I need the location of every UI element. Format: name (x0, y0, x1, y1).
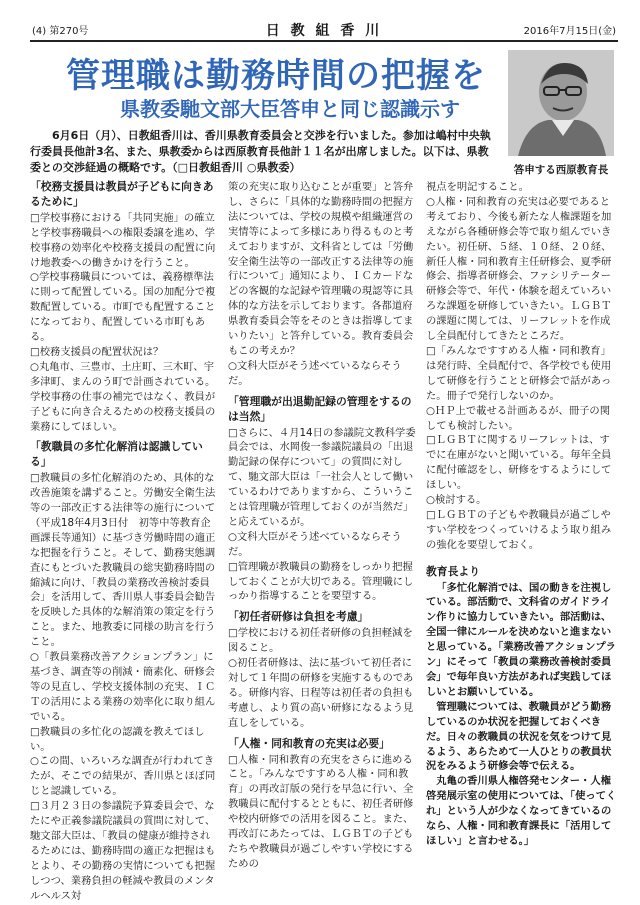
paragraph: ○丸亀市、三豊市、土庄町、三木町、宇多津町、まんのう町で計画されている。学校事務の仕事の補完ではなく、教員が子どもに向き合えるための校務支援員の業務にしてほしい。 (30, 360, 216, 433)
column-2 (228, 180, 416, 880)
paragraph: □学校事務における「共同実施」の確立と学校事務職員への権限委譲を進め、学校事務の効率化や校務支援員の配置に向け地教委への働きかけを行うこと。 (30, 211, 216, 269)
paragraph: 視点を明記すること。 (426, 181, 529, 193)
paragraph: ○初任者研修は、法に基づいて初任者に対して１年間の研修を実施するものである。研修内容、日程等は初任者の負担も考慮し、より質の高い研修になるよう見直しをしている。 (228, 657, 414, 729)
section-heading: 「人権・同和教育の充実は必要」 (228, 736, 390, 750)
masthead-rule (30, 40, 618, 42)
paragraph: □「みんなですすめる人権・同和教育」は発行時、全員配付で、各学校でも使用して研修を行うことと研修会で話があった。冊子で発行しないのか。 (426, 344, 612, 402)
paragraph: ○文科大臣がそう述べているならそうだ。 (228, 530, 402, 558)
section-heading: 「教職員の多忙化解消は認識している」 (30, 440, 203, 469)
paragraph: □ＬＧＢＴの子どもや教職員が過ごしやすい学校をつくっていけるよう取り組みの強化を要望しておく。 (426, 508, 612, 551)
photo-caption: 答申する西原教育長 (513, 164, 609, 176)
paragraph: 策の充実に取り込むことが重要」と答弁し、さらに「具体的な勤務時間の把握方法については、学校の規模や組織運営の実情等によって多様にあり得るものと考えておりますが、文科省としては「労働安全衛生法等の一部改正する法律等の施行について」通知により、ＩＣカードなどの客観的な記録や管理職の現認等に具体的な方法を示しております。各都道府県教育委員会等をそのときは指導してまいりたい」と答弁している。教育委員会もこの考えか？ (228, 181, 414, 357)
issue-date: 2016年7月15日(金) (523, 26, 616, 37)
paragraph: □人権・同和教育の充実をさらに進めること。「みんなですすめる人権・同和教育」の再改訂版の発行を早急に行い、全教職員に配付するとともに、初任者研修や校内研修での活用を図ること。また、再改訂にあたっては、ＬＧＢＴの子どもたちや教職員が過ごしやすい学校にするための (228, 753, 414, 870)
paragraph: ○文科大臣がそう述べているならそうだ。 (228, 359, 402, 387)
paragraph: □さらに、４月14日の参議院文教科学委員会では、水岡俊一参議院議員の「出退勤記録の保存について」の質問に対して、馳文部大臣は「一社会人として働いているわけでありますから、こういうことは管理職が管理しておくのが当然だ」と応えているが。 (228, 426, 416, 528)
paragraph: □ＬＧＢＴに関するリーフレットは、すでに在庫がないと聞いている。毎年全員に配付確認をし、研修をするようにしてほしい。 (426, 434, 612, 492)
paragraph: □学校における初任者研修の負担軽減を図ること。 (228, 627, 413, 655)
person-photo-icon (508, 50, 614, 156)
paragraph: □校務支援員の配置状況は？ (30, 345, 164, 358)
section-heading: 「管理職が出退勤記録の管理をするのは当然」 (228, 394, 412, 423)
headline: 管理職は勤務時間の把握を (66, 56, 486, 96)
paragraph: 「多忙化解消では、国の動きを注視している。部活動で、文科省のガイドライン作りに協力していきたい。部活動は、全国一律にルールを決めないと進まないと思っている。「業務改善アクションプラン」にそって「教員の業務改善検討委員会」で毎年良い方法があれば実践してほしいとお願いしている。 (426, 581, 616, 698)
lead-paragraph: 6月6日（月）、日教組香川は、香川県教育委員会と交渉を行いました。参加は嶋村中央執行委員長他計3名、また、県教委からは西原教育長他計１１名が出席しました。以下は、県教委との交渉経過の概略です。（□日教組香川 ○県教委） (30, 129, 491, 174)
paragraph: □３月２３日の参議院予算委員会で、なたにや正義参議院議員の質問に対して、馳文部大臣は、「教員の健康が維持されるためには、勤務時間の適正な把握はもとより、その勤務の実情についても把握しつつ、業務負担の軽減や教員のメンタルヘルス対 (30, 800, 216, 902)
paragraph: 丸亀の香川県人権啓発センター・人権啓発展示室の使用については、「使ってくれ」という人が少なくなってきているのなら、人権・同和教育課長に「活用してほしい」と言わせる。」 (426, 775, 617, 847)
paragraph: ○「教員業務改善アクションプラン」に基づき、調査等の削減・簡素化、研修会等の見直し、学校支援体制の充実、ＩＣＴの活用による業務の効率化に取り組んでいる。 (30, 651, 216, 723)
spacer (426, 553, 618, 559)
issue-number: (4) 第270号 (32, 26, 89, 37)
masthead (30, 20, 618, 40)
paragraph: ○ＨＰ上で載せる計画あるが、冊子の関しても検討したい。 (426, 404, 611, 432)
paragraph: ○学校事務職員については、義務標準法に則って配置している。国の加配分で複数配置している。市町でも配置することになっており、配置している市町もある。 (30, 271, 216, 344)
paragraph: ○この間、いろいろな調査が行われてきたが、そこでの結果が、香川県とほぼ同じと認識している。 (30, 755, 216, 798)
paragraph: ○検討する。 (426, 494, 487, 507)
paragraph: □管理職が教職員の勤務をしっかり把握しておくことが大切である。管理職にしっかり指導することを要望する。 (228, 560, 414, 603)
paragraph: ○人権・同和教育の充実は必要であると考えており、今後も新たな人権課題を加えながら各種研修会等で取り組んでいきたい。初任研、５経、１０経、２０経、新任人権・同和教育主任研修会、夏季研修会、指導者研修会、ファシリテーター研修会等で、年代・体験を超えていろいろな課題を研修していきたい。ＬＧＢＴの課題に関しては、リーフレットを作成し全員配付してきたところだ。 (426, 195, 612, 343)
column-1 (30, 180, 216, 902)
section-heading: 教育長より (426, 564, 480, 578)
section-heading: 「初任者研修は負担を考慮」 (228, 610, 369, 624)
paragraph: □教職員の多忙化の認識を教えてほしい。 (30, 725, 205, 753)
paragraph: □教職員の多忙化解消のため、具体的な改善施策を講ずること。労働安全衛生法等の一部改正する法律等の施行について（平成18年4月3日付 初等中等教育企画課長等通知）に基づき労働時間の適正な把握を行うこと。そして、勤務実態調査にもとづいた教職員の総実勤務時間の縮減に向け、「教員の業務改善検討委員会」を活用して、香川県人事委員会勧告を反映した具体的な解消策の策定を行うこと。また、地教委に同様の助言を行うこと。 (30, 472, 216, 649)
subheadline: 県教委馳文部大臣答申と同じ認識示す (120, 97, 460, 121)
newsletter-title: 日 教 組 香 川 (265, 23, 383, 39)
column-3 (426, 180, 618, 880)
section-heading: 「校務支援員は教員が子どもに向きあるために」 (30, 180, 214, 208)
paragraph: 管理職については、教職員がどう勤務しているのか状況を把握しておくべきだ。日々の教職員の状況を気をつけて見るよう、あらためて一人ひとりの教員状況をみるよう研修会等で伝える。 (426, 700, 612, 773)
